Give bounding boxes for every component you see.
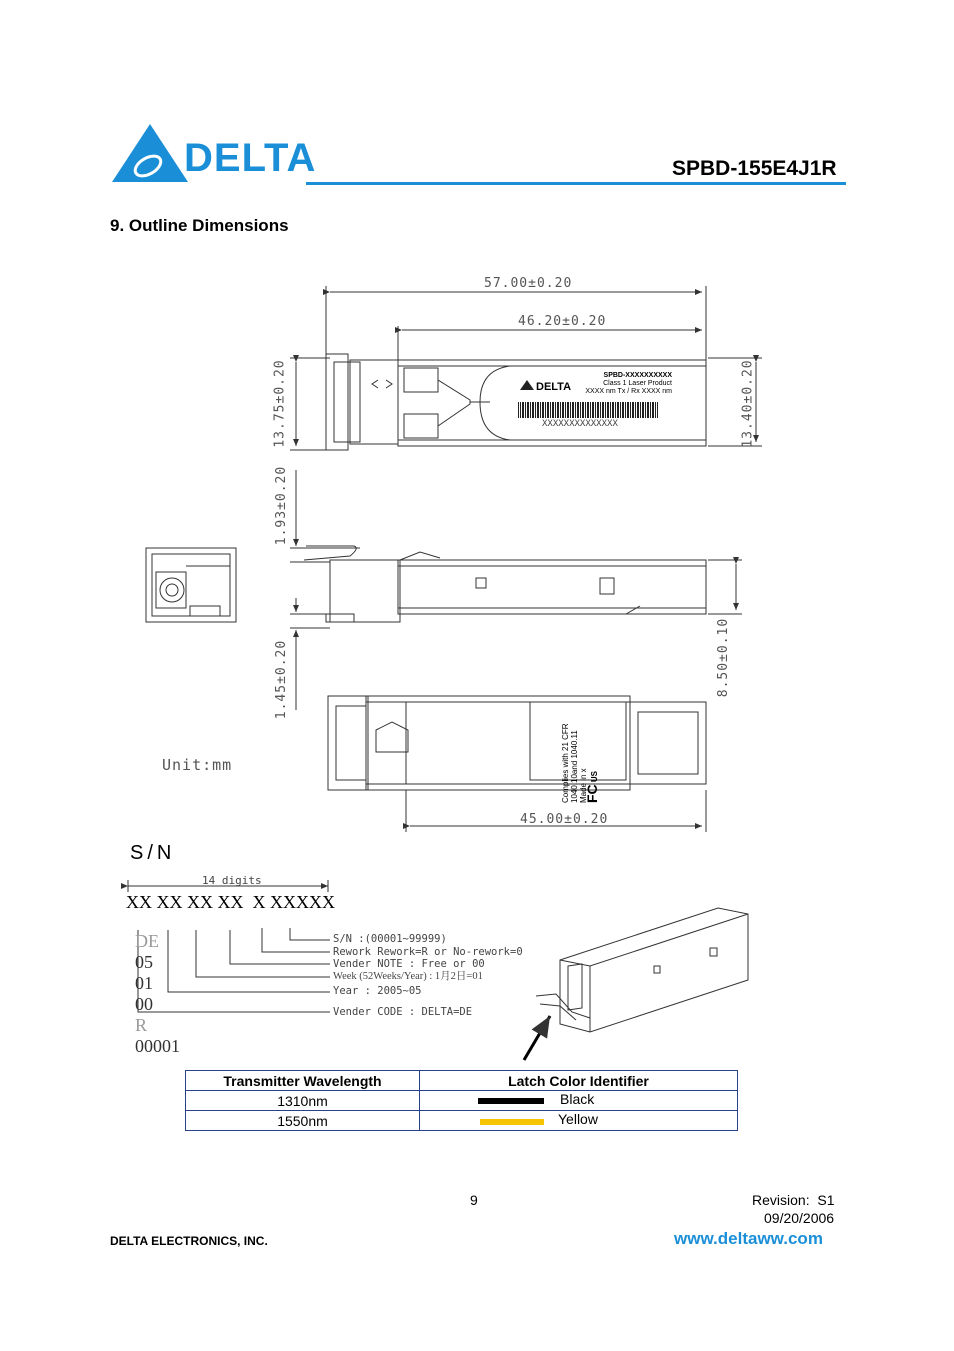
us-mark: US	[590, 770, 599, 783]
sn-note: Vender NOTE : Free or 00	[333, 958, 485, 970]
label-logo: DELTA	[536, 381, 572, 393]
sn-note: Year : 2005~05	[333, 985, 422, 997]
dim-1-45: 1.45±0.20	[274, 639, 290, 720]
sn-code-week: 01	[135, 973, 153, 993]
header-latch-color: Latch Color Identifier	[420, 1071, 738, 1091]
compliance-label	[561, 691, 599, 803]
section-title: 9. Outline Dimensions	[110, 216, 289, 235]
revision: Revision: S1	[752, 1192, 835, 1208]
sn-code-vendor: DE	[135, 931, 159, 951]
color-name: Yellow	[558, 1111, 598, 1127]
sn-example	[126, 910, 180, 1057]
color-swatch	[478, 1098, 544, 1104]
label-class: Class 1 Laser Product	[603, 380, 672, 387]
latch-color-table	[185, 1070, 738, 1131]
logo-wordmark: DELTA	[184, 136, 317, 180]
sn-note: Rework Rework=R or No-rework=0	[333, 945, 523, 958]
sn-code-note: 00	[135, 994, 153, 1014]
color-name: Black	[560, 1091, 595, 1107]
sn-pattern: XX XX XX XX X XXXXX	[126, 892, 335, 912]
sn-note: Vender CODE : DELTA=DE	[333, 1005, 473, 1018]
color-swatch	[480, 1119, 544, 1125]
dim-46: 46.20±0.20	[518, 314, 607, 329]
sn-digits: 14 digits	[202, 874, 262, 887]
dim-1-93: 1.93±0.20	[274, 465, 290, 546]
sn-note: S/N :(00001~99999)	[333, 933, 447, 945]
page-number: 9	[470, 1192, 478, 1208]
website-link[interactable]: www.deltaww.com	[674, 1229, 823, 1248]
dim-8-50: 8.50±0.10	[716, 617, 732, 698]
label-serial: XXXXXXXXXXXXXX	[542, 419, 618, 429]
sn-note: Week (52Weeks/Year) : 1月2日=01	[333, 970, 483, 982]
sn-notes	[333, 933, 523, 1018]
part-number: SPBD-155E4J1R	[672, 157, 837, 180]
revision-date: 09/20/2006	[764, 1210, 835, 1226]
cell-latch-color	[420, 1111, 738, 1131]
label-wavelength: XXXX nm Tx / Rx XXXX nm	[585, 388, 672, 395]
label-model: SPBD-XXXXXXXXXX	[603, 372, 672, 379]
table-row	[186, 1091, 738, 1111]
cell-latch-color	[420, 1091, 738, 1111]
company-name: DELTA ELECTRONICS, INC.	[110, 1234, 268, 1248]
sn-code-rework: R	[135, 1015, 148, 1035]
sn-code-year: 05	[135, 952, 153, 972]
made-in: Made in x	[579, 768, 588, 803]
table-row	[186, 1111, 738, 1131]
cell-wavelength: 1310nm	[186, 1091, 420, 1111]
dim-57: 57.00±0.20	[484, 276, 573, 291]
sn-title: S/N	[130, 842, 176, 864]
fc-mark: FC	[584, 784, 600, 803]
unit-label: Unit:mm	[162, 756, 233, 774]
comply-line-2: 1040.10and 1040.11	[570, 730, 579, 803]
dim-13-75: 13.75±0.20	[272, 359, 288, 448]
sn-code-serial: 00001	[135, 1036, 180, 1056]
dim-13-40: 13.40±0.20	[740, 359, 756, 448]
header-wavelength: Transmitter Wavelength	[186, 1071, 420, 1091]
cell-wavelength: 1550nm	[186, 1111, 420, 1131]
table-header-row	[186, 1071, 738, 1091]
dim-45: 45.00±0.20	[520, 812, 609, 827]
comply-line-1: Complies with 21 CFR	[561, 723, 570, 803]
